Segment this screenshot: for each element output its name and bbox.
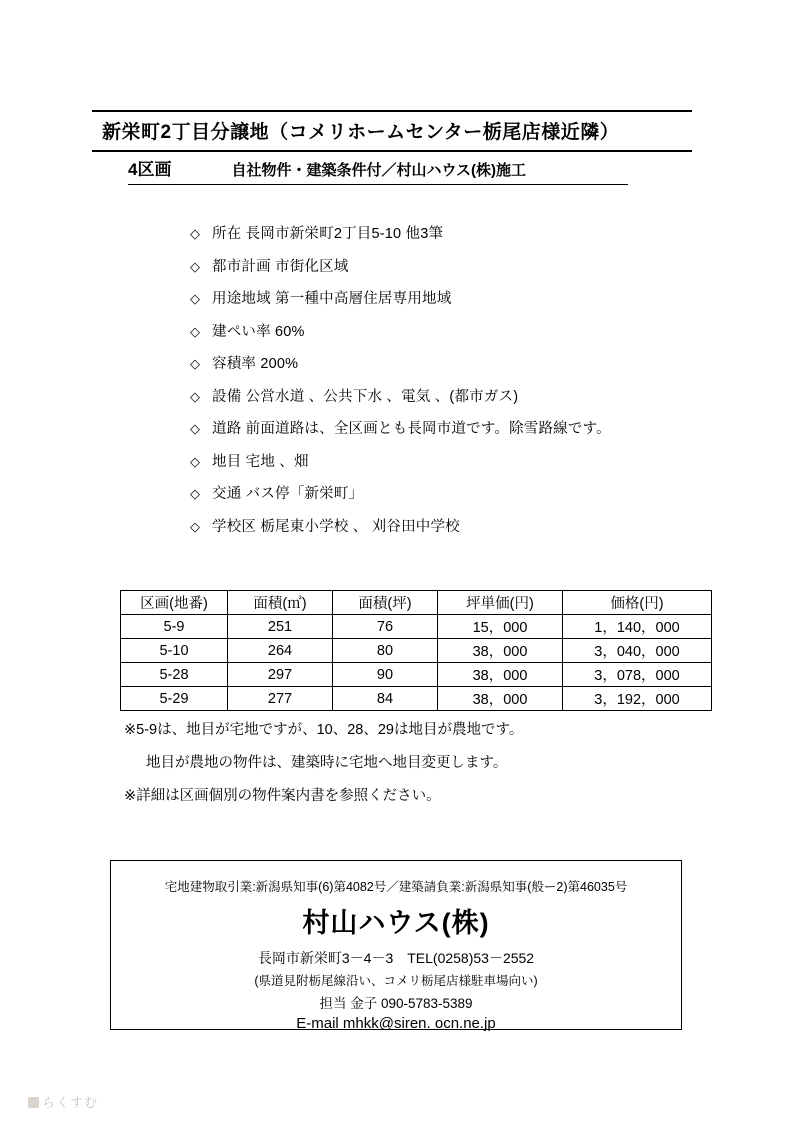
table-cell: 38，000 — [438, 663, 563, 687]
details-list — [190, 222, 750, 547]
diamond-icon: ◇ — [190, 388, 200, 404]
company-address-note: (県道見附栃尾線沿い、コメリ栃尾店様駐車場向い) — [254, 974, 538, 988]
watermark-logo-icon — [28, 1097, 39, 1108]
list-item-label: 交通 バス停「新栄町」 — [212, 486, 364, 502]
table-cell: 5-9 — [121, 615, 228, 639]
list-item-label: 建ぺい率 60% — [212, 323, 305, 340]
diamond-icon: ◇ — [190, 421, 200, 436]
list-item — [190, 385, 750, 406]
table-cell: 5-10 — [121, 639, 228, 663]
subtitle-row — [128, 155, 628, 185]
diamond-icon: ◇ — [190, 291, 200, 306]
diamond-icon: ◇ — [190, 226, 200, 241]
table-header-row — [121, 591, 712, 615]
list-item — [190, 482, 750, 503]
list-item-label: 設備 公営水道 、公共下水 、電気 、(都市ガス) — [212, 388, 519, 405]
company-address: 長岡市新栄町3－4－3 TEL(0258)53－2552 — [257, 950, 535, 966]
list-item-label: 容積率 200% — [212, 356, 299, 372]
table-row — [121, 687, 712, 711]
note-line: ※詳細は区画個別の物件案内書を参照ください。 — [124, 788, 441, 804]
table-cell: 84 — [333, 687, 438, 711]
table-cell: 251 — [228, 615, 333, 639]
table-cell: 15，000 — [438, 615, 563, 639]
page-title: 新栄町2丁目分譲地（コメリホームセンター栃尾店様近隣） — [102, 122, 620, 143]
table-cell: 90 — [333, 663, 438, 687]
build-condition: 自社物件・建築条件付／村山ハウス(株)施工 — [231, 162, 527, 179]
table-header-cell: 坪単価(円) — [438, 591, 563, 615]
table-cell: 76 — [333, 615, 438, 639]
watermark-label: らくすむ — [42, 1095, 99, 1110]
diamond-icon: ◇ — [190, 258, 200, 274]
diamond-icon: ◇ — [190, 486, 200, 501]
diamond-icon: ◇ — [190, 356, 200, 371]
table-cell: 38，000 — [438, 687, 563, 711]
table-cell: 38，000 — [438, 639, 563, 663]
lots-count: 4区画 — [128, 160, 172, 179]
table-cell: 5-28 — [121, 663, 228, 687]
list-item — [190, 222, 750, 243]
table-cell: 1，140，000 — [563, 615, 712, 639]
list-item — [190, 287, 750, 308]
list-item-label: 都市計画 市街化区域 — [212, 258, 349, 275]
list-item-label: 所在 長岡市新栄町2丁目5-10 他3筆 — [212, 226, 444, 242]
list-item — [190, 450, 750, 471]
list-item — [190, 255, 750, 276]
list-item — [190, 320, 750, 341]
diamond-icon: ◇ — [190, 453, 200, 469]
table-cell: 264 — [228, 639, 333, 663]
list-item — [190, 515, 750, 536]
lot-price-table — [120, 590, 712, 711]
company-name: 村山ハウス(株) — [302, 908, 490, 938]
table-cell: 3，078，000 — [563, 663, 712, 687]
diamond-icon: ◇ — [190, 518, 200, 534]
company-info-box — [110, 860, 682, 1030]
list-item — [190, 417, 750, 438]
table-row — [121, 615, 712, 639]
table-cell: 3，040，000 — [563, 639, 712, 663]
table-cell: 297 — [228, 663, 333, 687]
table-cell: 5-29 — [121, 687, 228, 711]
note-line: 地目が農地の物件は、建築時に宅地へ地目変更します。 — [146, 755, 508, 771]
contact-email: E-mail mhkk@siren. ocn.ne.jp — [296, 1015, 496, 1032]
table-cell: 80 — [333, 639, 438, 663]
table-cell: 277 — [228, 687, 333, 711]
list-item-label: 用途地域 第一種中高層住居専用地域 — [212, 291, 452, 307]
watermark — [28, 1092, 98, 1111]
table-row — [121, 639, 712, 663]
license-text: 宅地建物取引業:新潟県知事(6)第4082号／建築請負業:新潟県知事(般ー2)第46035号 — [164, 880, 628, 894]
table-header-cell: 面積(坪) — [333, 591, 438, 615]
title-bar — [92, 110, 692, 152]
table-header-cell: 区画(地番) — [121, 591, 228, 615]
table-row — [121, 663, 712, 687]
notes-section — [124, 718, 724, 817]
note-line: ※5-9は、地目が宅地ですが、10、28、29は地目が農地です。 — [124, 722, 524, 738]
list-item-label: 道路 前面道路は、全区画とも長岡市道です。除雪路線です。 — [212, 421, 611, 437]
table-cell: 3，192，000 — [563, 687, 712, 711]
diamond-icon: ◇ — [190, 323, 200, 339]
table-header-cell: 面積(㎡) — [228, 591, 333, 615]
list-item-label: 学校区 栃尾東小学校 、 刈谷田中学校 — [212, 518, 460, 535]
table-header-cell: 価格(円) — [563, 591, 712, 615]
list-item — [190, 352, 750, 373]
contact-person: 担当 金子 090-5783-5389 — [319, 996, 473, 1011]
list-item-label: 地目 宅地 、畑 — [212, 453, 309, 470]
